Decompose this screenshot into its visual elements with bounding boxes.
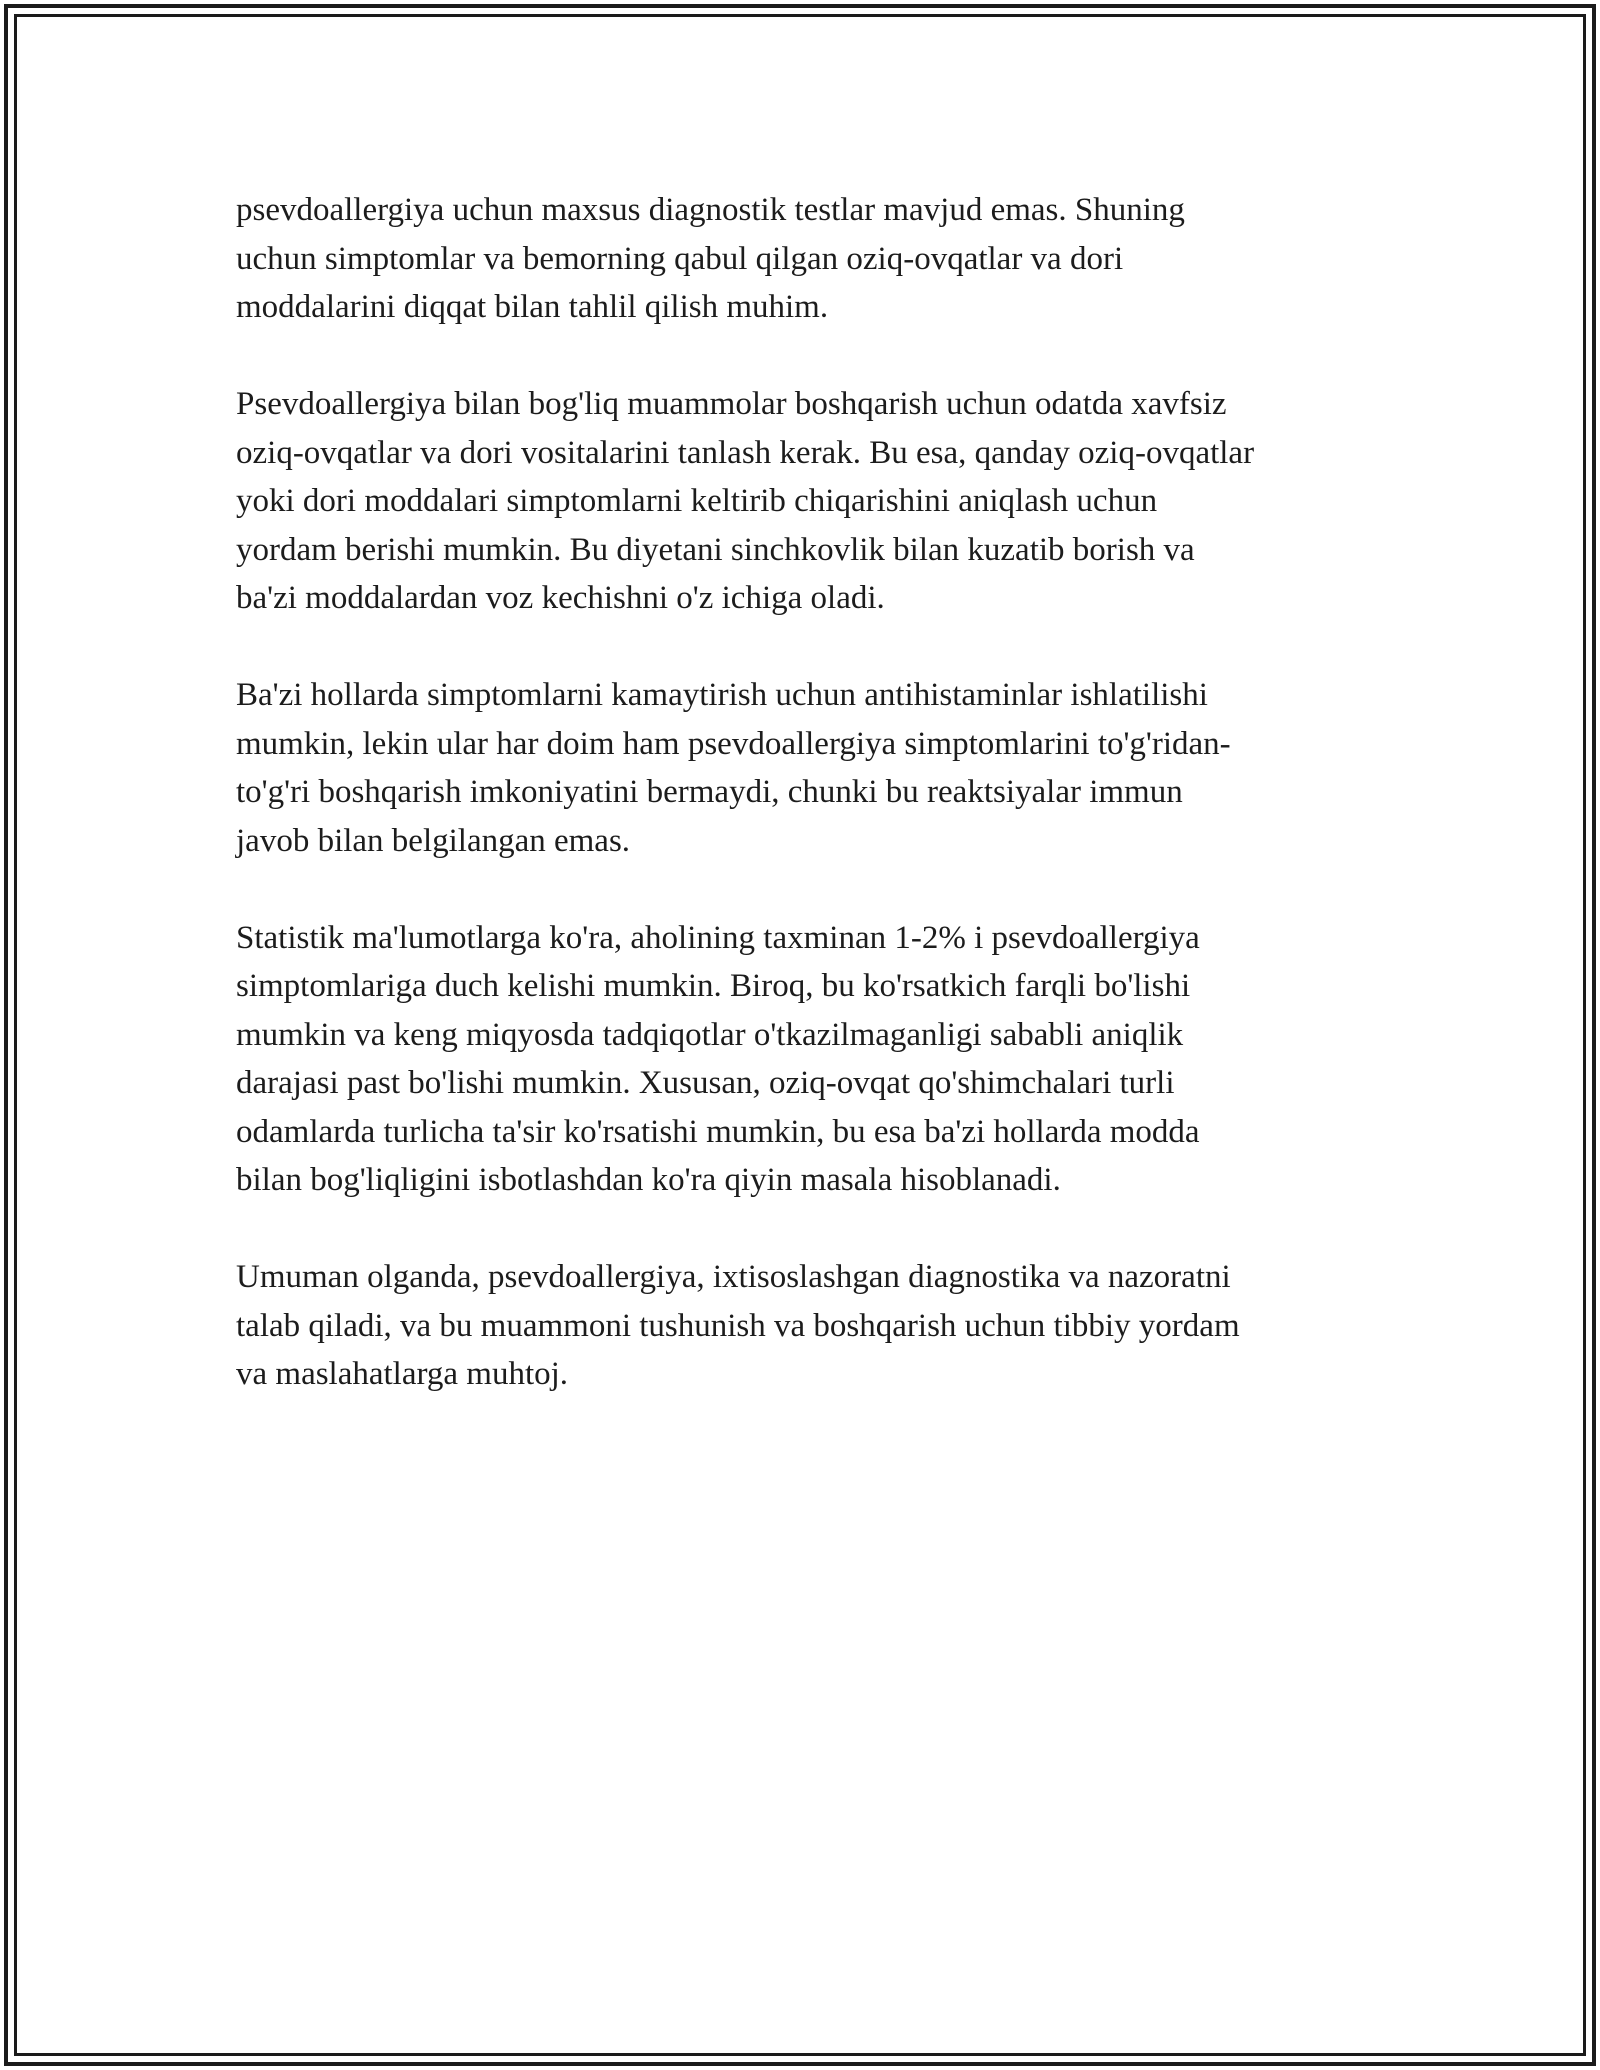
document-body [236,186,1376,1399]
paragraph: Statistik ma'lumotlarga ko'ra, aholining taxminan 1-2% i psevdoallergiya simptomlariga duch kelishi mumkin. Biroq, bu ko'rsatkich farqli bo'lishi mumkin va keng miqyosda tadqiqotlar o'tkazilmaganligi sababli aniqlik darajasi past bo'lishi mumkin. Xususan, oziq-ovqat qo'shimchalari turli odamlarda turlicha ta'sir ko'rsatishi mumkin, bu esa ba'zi hollarda modda bilan bog'liqligini isbotlashdan ko'ra qiyin masala hisoblanadi. [236,919,1200,1198]
paragraph: Ba'zi hollarda simptomlarni kamaytirish uchun antihistaminlar ishlatilishi mumkin, lekin ular har doim ham psevdoallergiya simptomlarini to'g'ridan- to'g'ri boshqarish imkoniyatini bermaydi, chunki bu reaktsiyalar immun javob bilan belgilangan emas. [236,677,1231,859]
paragraph: psevdoallergiya uchun maxsus diagnostik testlar mavjud emas. Shuning uchun simptomlar va bemorning qabul qilgan oziq-ovqatlar va dori moddalarini diqqat bilan tahlil qilish muhim. [236,192,1185,325]
paragraph: Umuman olganda, psevdoallergiya, ixtisoslashgan diagnostika va nazoratni talab qiladi, va bu muammoni tushunish va boshqarish uchun tibbiy yordam va maslahatlarga muhtoj. [236,1259,1240,1392]
paragraph: Psevdoallergiya bilan bog'liq muammolar boshqarish uchun odatda xavfsiz oziq-ovqatlar va dori vositalarini tanlash kerak. Bu esa, qanday oziq-ovqatlar yoki dori moddalari simptomlarni keltirib chiqarishini aniqlash uchun yordam berishi mumkin. Bu diyetani sinchkovlik bilan kuzatib borish va ba'zi moddalardan voz kechishni o'z ichiga oladi. [236,386,1255,616]
